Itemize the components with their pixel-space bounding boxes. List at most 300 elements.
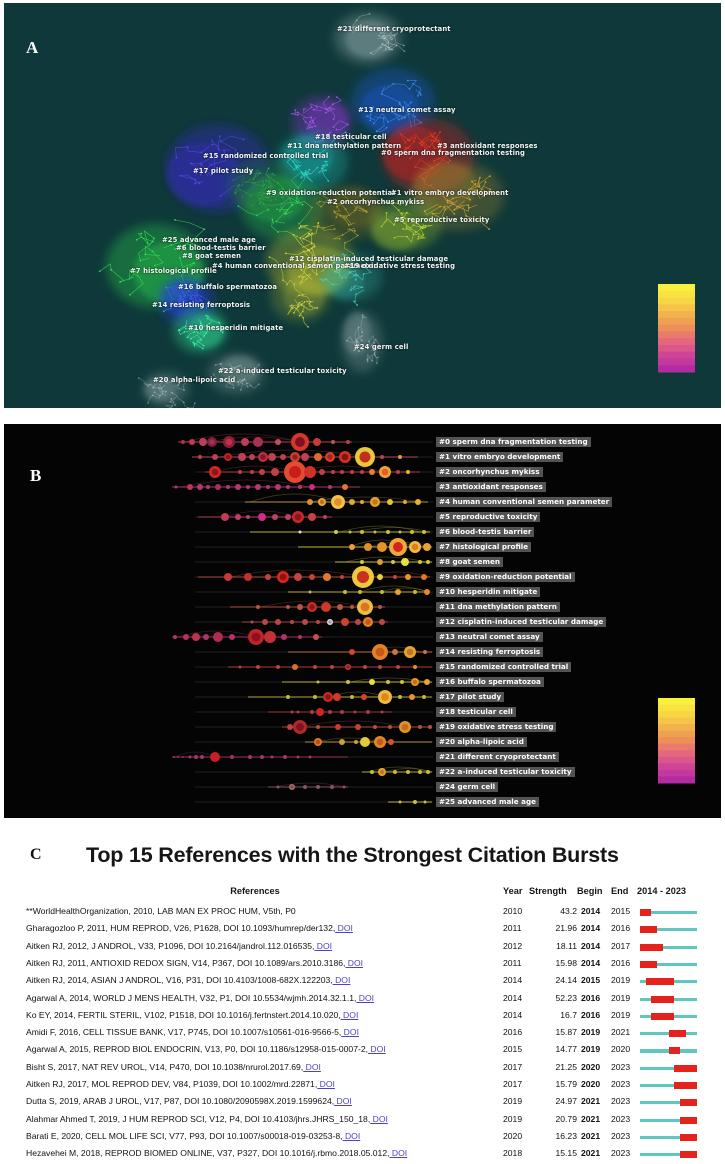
citation-node: [342, 484, 348, 490]
burst-strength: 14.77: [555, 1044, 577, 1055]
burst-strength: 24.97: [555, 1096, 577, 1107]
citation-node-core: [320, 500, 324, 504]
citation-node-core: [289, 466, 301, 478]
publication-year: 2017: [503, 1079, 523, 1089]
publication-year: 2019: [503, 1113, 523, 1124]
colorbar-step: [658, 304, 695, 311]
citation-node: [331, 470, 335, 474]
citation-node: [308, 513, 316, 521]
citation-node: [297, 711, 300, 714]
citation-node: [422, 695, 426, 699]
burst-timeline-bar: [640, 906, 697, 918]
citation-node-core: [226, 455, 230, 459]
reference-row: [0, 993, 725, 1006]
citation-node: [259, 469, 265, 475]
citation-node: [316, 708, 324, 716]
citation-node: [361, 694, 367, 700]
citation-node: [398, 455, 402, 459]
burst-segment: [674, 1082, 697, 1089]
citation-node: [298, 635, 302, 639]
citation-node-core: [357, 571, 369, 583]
burst-begin-year: 2021: [581, 1148, 601, 1159]
timeline-row-label: #4 human conventional semen parameter: [436, 497, 612, 507]
doi-link[interactable]: DOI: [303, 1061, 321, 1072]
burst-timeline-bar: [640, 1062, 697, 1074]
citation-node: [424, 589, 430, 595]
reference-text: Amidi F, 2016, CELL TISSUE BANK, V17, P745, DOI 10.1007/s10561-016-9566-5, DOI: [26, 1027, 359, 1038]
panel-a-tag: A: [26, 38, 39, 57]
burst-timeline-bar: [640, 975, 697, 987]
burst-timeline-bar: [640, 1114, 697, 1126]
burst-segment: [640, 961, 657, 968]
reference-text: Dutta S, 2019, ARAB J UROL, V17, P87, DOI 10.1080/2090598X.2019.1599624, DOI: [26, 1096, 352, 1107]
citation-node: [304, 466, 316, 478]
citation-node: [333, 693, 341, 701]
colorbar-step: [658, 711, 695, 718]
cluster-label: #9 oxidation-reduction potential: [266, 189, 395, 197]
panel-b-tag: B: [30, 466, 42, 485]
citation-node-core: [296, 723, 304, 731]
burst-end-year: 2021: [611, 1027, 631, 1038]
citation-node: [386, 680, 390, 684]
publication-year: 2020: [503, 1130, 523, 1141]
burst-strength: 15.98: [555, 957, 577, 968]
citation-node: [377, 542, 387, 552]
burst-segment: [669, 1030, 686, 1037]
citation-node: [275, 484, 281, 490]
citation-node: [241, 438, 249, 446]
citation-node: [330, 785, 334, 789]
citation-node: [360, 530, 364, 534]
burst-begin-year: 2020: [581, 1079, 601, 1089]
citation-node: [381, 711, 384, 714]
timeline-row-label: #7 histological profile: [436, 542, 531, 552]
burst-begin-year: 2019: [581, 1027, 601, 1038]
citation-node: [313, 695, 317, 699]
burst-segment: [640, 926, 657, 933]
burst-end-year: 2016: [611, 957, 631, 968]
citation-node: [173, 635, 177, 639]
colorbar-step: [658, 718, 695, 725]
reference-row: [0, 906, 725, 919]
citation-node-core: [402, 724, 409, 731]
citation-node: [377, 574, 383, 580]
reference-row: [0, 923, 725, 936]
reference-text: Barati E, 2020, CELL MOL LIFE SCI, V77, P93, DOI 10.1007/s00018-019-03253-8, DOI: [26, 1130, 361, 1141]
publication-year: 2011: [503, 923, 522, 934]
timeline-row-label: #15 randomized controlled trial: [436, 662, 571, 672]
citation-node-core: [382, 469, 389, 476]
citation-node: [323, 515, 327, 519]
doi-link[interactable]: DOI: [342, 1130, 361, 1141]
colorbar-step: [658, 757, 695, 764]
citation-node: [250, 470, 254, 474]
burst-strength: 15.15: [555, 1148, 577, 1159]
citation-node: [413, 665, 417, 669]
citation-node: [331, 440, 335, 444]
burst-end-year: 2023: [611, 1096, 631, 1107]
burst-begin-year: 2014: [581, 957, 601, 968]
reference-row: [0, 1062, 725, 1075]
doi-link[interactable]: DOI: [314, 940, 333, 951]
burst-strength: 15.87: [555, 1027, 577, 1038]
citation-node: [290, 620, 294, 624]
citation-node: [175, 486, 178, 489]
burst-timeline-bar: [640, 1044, 697, 1056]
burst-end-year: 2023: [611, 1079, 631, 1089]
citation-node: [197, 484, 203, 490]
timeline-row-label: #24 germ cell: [436, 782, 498, 792]
citation-node-core: [316, 740, 320, 744]
citation-node-core: [346, 665, 349, 668]
publication-year: 2015: [503, 1044, 523, 1055]
citation-node: [393, 770, 397, 774]
burst-segment: [680, 1134, 697, 1141]
timeline-row-label: #21 different cryoprotectant: [436, 752, 559, 762]
burst-end-year: 2019: [611, 975, 631, 986]
citation-node: [313, 634, 319, 640]
citation-node: [316, 785, 320, 789]
citation-node: [423, 543, 431, 551]
burst-segment: [680, 1099, 697, 1106]
citation-node: [373, 725, 377, 729]
citation-node: [403, 500, 407, 504]
citation-node: [271, 468, 279, 476]
citation-node: [266, 485, 270, 489]
citation-node: [271, 756, 274, 759]
timeline-row-label: #16 buffalo spermatozoa: [436, 677, 544, 687]
citation-node: [238, 470, 242, 474]
burst-strength: 52.23: [555, 992, 577, 1003]
citation-node: [421, 574, 427, 580]
burst-timeline-bar: [640, 1010, 697, 1022]
citation-node: [406, 770, 410, 774]
citation-node: [380, 590, 384, 594]
citation-node: [350, 470, 354, 474]
citation-node: [378, 665, 382, 669]
citation-node: [248, 755, 252, 759]
reference-row: [0, 1044, 725, 1057]
panel-b-background: [4, 424, 721, 818]
citation-node: [349, 649, 355, 655]
citation-node-core: [328, 620, 331, 623]
citation-node: [355, 619, 361, 625]
burst-segment: [669, 1047, 680, 1054]
citation-node: [292, 664, 298, 670]
citation-node: [294, 573, 302, 581]
burst-timeline-bar: [640, 923, 697, 935]
timeline-row-label: #8 goat semen: [436, 557, 503, 567]
cluster-label: #18 testicular cell: [315, 133, 387, 141]
colorbar-step: [658, 345, 695, 352]
reference-row: [0, 1131, 725, 1144]
cluster-blob: [283, 278, 325, 315]
burst-end-year: 2023: [611, 1130, 631, 1141]
citation-node: [309, 756, 312, 759]
reference-text: **WorldHealthOrganization, 2010, LAB MAN EX PROC HUM, V5th, P0: [26, 906, 296, 916]
reference-row: [0, 1096, 725, 1109]
citation-node: [280, 454, 286, 460]
doi-link[interactable]: DOI: [332, 975, 351, 986]
citation-node: [350, 605, 354, 609]
citation-node: [265, 574, 271, 580]
citation-node: [363, 665, 367, 669]
citation-node: [253, 437, 263, 447]
cluster-label: #5 reproductive toxicity: [394, 216, 490, 224]
colorbar-step: [658, 698, 695, 705]
colorbar-step: [658, 318, 695, 325]
reference-row: [0, 1079, 725, 1092]
burst-timeline-bar: [640, 1131, 697, 1143]
doi-link[interactable]: DOI: [368, 1044, 386, 1055]
citation-node: [392, 649, 398, 655]
burst-timeline-bar: [640, 958, 697, 970]
citation-node: [405, 574, 411, 580]
citation-node: [187, 484, 193, 490]
burst-begin-year: 2014: [581, 940, 601, 951]
citation-node: [319, 469, 325, 475]
citation-node: [369, 679, 375, 685]
citation-node: [229, 634, 235, 640]
column-header-strength: Strength: [529, 886, 567, 896]
reference-text: Bisht S, 2017, NAT REV UROL, V14, P470, DOI 10.1038/nrurol.2017.69, DOI: [26, 1061, 321, 1072]
citation-node: [173, 756, 175, 758]
doi-link[interactable]: DOI: [370, 1113, 388, 1124]
doi-link[interactable]: DOI: [335, 923, 353, 934]
colorbar-step: [658, 737, 695, 744]
citation-node-core: [334, 498, 342, 506]
citation-node: [224, 573, 232, 581]
reference-text: Aitken RJ, 2011, ANTIOXID REDOX SIGN, V14, P367, DOI 10.1089/ars.2010.3186, DOI: [26, 957, 364, 968]
citation-node: [391, 560, 395, 564]
citation-node: [262, 619, 268, 625]
citation-node: [291, 711, 294, 714]
citation-node: [215, 484, 221, 490]
burst-segment: [646, 978, 675, 985]
doi-link[interactable]: DOI: [334, 1096, 352, 1107]
citation-node: [343, 590, 347, 594]
cluster-label: #22 a-induced testicular toxicity: [218, 367, 347, 375]
citation-node: [350, 695, 354, 699]
cluster-label: #2 oncorhynchus mykiss: [327, 198, 425, 206]
column-header-range: 2014 - 2023: [637, 886, 687, 896]
citation-node: [346, 680, 350, 684]
reference-row: [0, 1010, 725, 1023]
reference-text: Hezavehei M, 2018, REPROD BIOMED ONLINE, V37, P327, DOI 10.1016/j.rbmo.2018.05.012, DOI: [26, 1148, 408, 1159]
citation-node: [328, 485, 332, 489]
reference-row: [0, 958, 725, 971]
citation-node-core: [327, 454, 333, 460]
citation-node: [341, 618, 349, 626]
burst-begin-year: 2016: [581, 992, 601, 1003]
column-header-begin: Begin: [577, 886, 603, 896]
timeline-row-label: #3 antioxidant responses: [436, 482, 546, 492]
citation-node: [194, 755, 198, 759]
citation-node: [192, 633, 200, 641]
citation-node: [354, 740, 358, 744]
timeline-row-label: #11 dna methylation pattern: [436, 602, 560, 612]
citation-node-core: [292, 454, 298, 460]
citation-node: [321, 602, 331, 612]
citation-node: [189, 756, 192, 759]
cluster-label: #13 neutral comet assay: [358, 106, 456, 114]
citation-node: [251, 621, 254, 624]
timeline-row-label: #5 reproductive toxicity: [436, 512, 540, 522]
doi-link[interactable]: DOI: [317, 1079, 335, 1089]
citation-node: [246, 485, 250, 489]
colorbar-step: [658, 731, 695, 738]
citation-node: [379, 619, 385, 625]
publication-year: 2017: [503, 1061, 523, 1072]
citation-node-core: [309, 604, 315, 610]
doi-link[interactable]: DOI: [345, 957, 364, 968]
timeline-row-label: #14 resisting ferroptosis: [436, 647, 543, 657]
citation-node: [189, 439, 195, 445]
column-header-year: Year: [503, 886, 523, 896]
citation-node: [309, 574, 315, 580]
burst-begin-year: 2021: [581, 1130, 601, 1141]
doi-link[interactable]: DOI: [389, 1148, 408, 1159]
citation-node-core: [280, 574, 287, 581]
timeline-row-label: #9 oxidation-reduction potential: [436, 572, 575, 582]
citation-node-core: [361, 603, 370, 612]
citation-node: [396, 665, 400, 669]
citation-node-core: [360, 452, 371, 463]
citation-node: [206, 485, 210, 489]
citation-node: [221, 513, 229, 521]
citation-node: [349, 531, 352, 534]
timeline-row-label: #12 cisplatin-induced testicular damage: [436, 617, 606, 627]
burst-begin-year: 2015: [581, 975, 601, 986]
colorbar-step: [658, 776, 695, 783]
citation-node: [285, 514, 291, 520]
citation-node: [340, 470, 344, 474]
burst-strength: 16.7: [560, 1009, 577, 1020]
burst-end-year: 2023: [611, 1148, 631, 1159]
colorbar-step: [658, 705, 695, 712]
timeline-row-label: #10 hesperidin mitigate: [436, 587, 540, 597]
colorbar-step: [658, 724, 695, 731]
publication-year: 2019: [503, 1096, 523, 1107]
burst-segment: [640, 909, 651, 916]
burst-begin-year: 2021: [581, 1113, 601, 1124]
timeline-row-label: #6 blood-testis barrier: [436, 527, 534, 537]
citation-node: [301, 453, 309, 461]
citation-node: [428, 725, 432, 729]
citation-node: [235, 484, 241, 490]
citation-node-core: [295, 514, 302, 521]
citation-node: [399, 801, 402, 804]
citation-node: [374, 531, 377, 534]
citation-node: [413, 590, 417, 594]
citation-node: [364, 543, 372, 551]
citation-node: [182, 756, 184, 758]
colorbar-step: [658, 338, 695, 345]
panel-c-tag: C: [30, 846, 42, 863]
colorbar-step: [658, 311, 695, 318]
timeline-row-label: #2 oncorhynchus mykiss: [436, 467, 543, 477]
citation-node: [298, 485, 302, 489]
citation-node: [199, 438, 207, 446]
citation-node: [388, 725, 392, 729]
citation-node: [355, 724, 361, 730]
citation-node: [317, 681, 320, 684]
citation-node: [330, 665, 334, 669]
cluster-label: #8 goat semen: [182, 252, 242, 260]
citation-node: [366, 710, 370, 714]
citation-node: [277, 786, 280, 789]
citation-node-core: [325, 694, 331, 700]
citation-node: [281, 634, 287, 640]
citation-node-core: [212, 469, 219, 476]
citation-node: [418, 725, 422, 729]
citation-node: [213, 632, 223, 642]
cluster-label: #10 hesperidin mitigate: [188, 324, 284, 332]
citation-node: [275, 439, 281, 445]
citation-node: [299, 531, 302, 534]
citation-node: [380, 455, 384, 459]
reference-text: Aitken RJ, 2017, MOL REPROD DEV, V84, P1039, DOI 10.1002/mrd.22871, DOI: [26, 1079, 335, 1089]
burst-begin-year: 2014: [581, 923, 601, 934]
citation-node: [323, 573, 331, 581]
citation-node: [276, 665, 280, 669]
doi-link[interactable]: DOI: [356, 992, 375, 1003]
colorbar-step: [658, 291, 695, 298]
citation-node: [249, 454, 255, 460]
cluster-label: #0 sperm dna fragmentation testing: [381, 149, 525, 157]
colorbar-step: [658, 750, 695, 757]
citation-node: [358, 590, 362, 594]
citation-node: [286, 485, 290, 489]
citation-node: [181, 440, 185, 444]
colorbar-step: [658, 284, 695, 291]
citation-node: [283, 755, 287, 759]
publication-year: 2014: [503, 992, 523, 1003]
colorbar-step: [658, 744, 695, 751]
citation-node: [287, 724, 293, 730]
citation-node: [302, 619, 308, 625]
cluster-label: #15 randomized controlled trial: [203, 152, 329, 160]
citation-node: [396, 470, 400, 474]
doi-link[interactable]: DOI: [341, 1027, 359, 1038]
citation-node-core: [377, 739, 384, 746]
doi-link[interactable]: DOI: [340, 1009, 359, 1020]
timeline-row-label: #17 pilot study: [436, 692, 504, 702]
citation-node: [335, 724, 341, 730]
cluster-label: #25 advanced male age: [162, 236, 256, 244]
cluster-label: #12 cisplatin-induced testicular damage: [289, 255, 449, 263]
citation-node: [230, 755, 234, 759]
cluster-label: #1 vitro embryo development: [391, 189, 509, 197]
citation-node: [346, 440, 350, 444]
citation-node-core: [290, 785, 293, 788]
burst-strength: 16.23: [555, 1130, 577, 1141]
citation-node: [309, 484, 315, 490]
citation-node: [246, 515, 250, 519]
burst-end-year: 2016: [611, 923, 631, 934]
burst-segment: [651, 996, 674, 1003]
citation-node: [399, 531, 402, 534]
reference-text: Agarwal A, 2015, REPROD BIOL ENDOCRIN, V13, P0, DOI 10.1186/s12958-015-0007-2, DOI: [26, 1044, 386, 1055]
reference-text: Gharagozloo P, 2011, HUM REPROD, V26, P1628, DOI 10.1093/humrep/der132, DOI: [26, 923, 353, 934]
citation-node: [244, 573, 252, 581]
reference-row: [0, 1148, 725, 1161]
citation-node: [423, 650, 427, 654]
timeline-row-label: #20 alpha-lipoic acid: [436, 737, 527, 747]
burst-segment: [651, 1013, 674, 1020]
citation-node: [369, 469, 375, 475]
cluster-label: #19 oxidative stress testing: [344, 262, 456, 270]
